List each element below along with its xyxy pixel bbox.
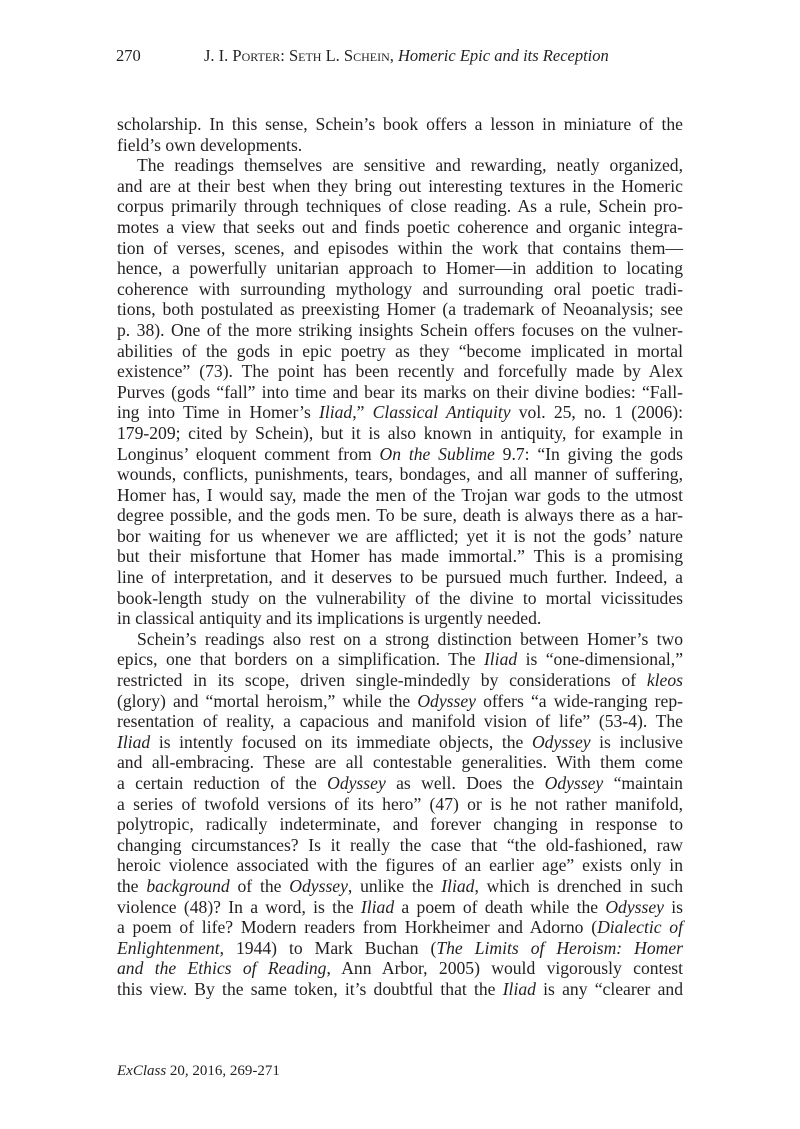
text-run: hence, a powerfully unitarian approach to Homer—in addition to locating [117, 258, 683, 279]
text-run: ing into Time in Homer’s [117, 402, 319, 423]
text-line [117, 794, 683, 815]
text-run: line of interpretation, and it deserves to be pursued much further. Indeed, a [117, 567, 683, 588]
italic-text: Iliad [117, 731, 151, 752]
text-run: epics, one that borders on a simplification. The [117, 649, 484, 670]
text-line [117, 814, 683, 835]
book-title: Homeric Epic and its Reception [397, 46, 609, 65]
text-run: Schein’s readings also rest on a strong distinction between Homer’s two [137, 628, 683, 649]
italic-text: Dialectic of [597, 917, 683, 938]
text-run: and all-embracing. These are all contestable generalities. With them come [117, 752, 683, 773]
text-run: existence” (73). The point has been recently and forcefully made by Alex [117, 361, 683, 382]
footer-citation [117, 1062, 280, 1080]
page-number: 270 [116, 46, 141, 65]
header-comma: , [389, 46, 398, 65]
text-run: a poem of death while the [394, 896, 606, 917]
text-run: Longinus’ eloquent comment from [117, 443, 380, 464]
text-run: (glory) and “mortal heroism,” while the [117, 690, 418, 711]
text-run: a series of twofold versions of its hero” (47) or is he not rather manifold, [117, 793, 683, 814]
text-run: offers “a wide-ranging rep- [475, 690, 683, 711]
text-line [117, 299, 683, 320]
text-run: , Ann Arbor, 2005) would vigorously contest [326, 958, 683, 979]
text-run: field’s own developments. [117, 134, 303, 155]
text-run: ,” [352, 402, 373, 423]
text-run: vol. 25, no. 1 (2006): [510, 402, 684, 423]
text-line [117, 279, 683, 300]
text-run: is inclusive [590, 731, 683, 752]
text-line [117, 917, 683, 938]
text-run: , unlike the [347, 875, 442, 896]
text-line [117, 196, 683, 217]
text-run: tion of verses, scenes, and episodes within the work that contains them— [117, 237, 683, 258]
text-line [117, 135, 683, 156]
text-line [117, 938, 683, 959]
text-line [117, 732, 683, 753]
text-run: degree possible, and the gods men. To be sure, death is always there as a har- [117, 505, 683, 526]
text-run: corpus primarily through techniques of close reading. As a rule, Schein pro- [117, 196, 683, 217]
text-line [117, 402, 683, 423]
text-line [117, 341, 683, 362]
text-line [117, 670, 683, 691]
italic-text: Odyssey [544, 773, 604, 793]
text-line [117, 505, 683, 526]
text-line [117, 629, 683, 650]
italic-text: Iliad [502, 978, 536, 999]
text-line [117, 588, 683, 609]
text-line [117, 773, 683, 794]
text-run: as well. Does the [385, 773, 545, 793]
running-title [204, 46, 609, 66]
italic-text: Odyssey [327, 773, 386, 793]
text-run: the [117, 875, 147, 896]
text-line [117, 711, 683, 732]
text-line [117, 567, 683, 588]
text-run: bor waiting for us whenever we are afflicted; yet it is not the gods’ nature [117, 525, 683, 546]
text-line [117, 217, 683, 238]
journal-citation: 20, 2016, 269-271 [166, 1063, 280, 1079]
text-run: is [663, 896, 683, 917]
italic-text: Classical Antiquity [372, 402, 511, 423]
text-line [117, 649, 683, 670]
italic-text: and the Ethics of Reading [117, 958, 327, 979]
text-run: Purves (gods “fall” into time and bear its marks on their divine bodies: “Fall- [117, 381, 683, 402]
text-run: of the [229, 875, 290, 896]
italic-text: kleos [646, 670, 683, 691]
italic-text: Enlightenment [117, 937, 220, 958]
text-line [117, 897, 683, 918]
text-line [117, 608, 683, 629]
italic-text: Odyssey [417, 690, 476, 711]
text-run: a certain reduction of the [117, 773, 328, 793]
header-separator: : [280, 46, 289, 65]
text-line [117, 485, 683, 506]
text-run: abilities of the gods in epic poetry as they “become implicated in mortal [117, 340, 683, 361]
text-run: scholarship. In this sense, Schein’s book offers a lesson in miniature of the [117, 114, 683, 134]
italic-text: background [146, 875, 230, 896]
italic-text: The Limits of Heroism: Homer [436, 937, 683, 958]
text-run: 179-209; cited by Schein), but it is also known in antiquity, for example in [117, 422, 683, 443]
text-run: violence (48)? In a word, is the [117, 896, 361, 917]
italic-text: Odyssey [289, 875, 348, 896]
text-run: , which is drenched in such [474, 875, 683, 896]
text-line [117, 958, 683, 979]
text-run: heroic violence associated with the figures of an earlier age” exists only in [117, 855, 683, 876]
text-run: but their misfortune that Homer has made immortal.” This is a promising [117, 546, 683, 567]
text-run: in classical antiquity and its implications is urgently needed. [117, 608, 542, 629]
text-run: and are at their best when they bring out interesting textures in the Homeric [117, 175, 683, 196]
text-line [117, 979, 683, 1000]
text-run: p. 38). One of the more striking insights Schein offers focuses on the vulner- [117, 319, 683, 340]
reviewed-author-name: Seth L. Schein [288, 46, 390, 65]
text-run: is any “clearer and [535, 978, 683, 999]
text-run: tions, both postulated as preexisting Homer (a trademark of Neoanalysis; see [117, 299, 683, 320]
text-run: book-length study on the vulnerability of the divine to mortal vicissitudes [117, 587, 683, 608]
italic-text: Iliad [483, 649, 518, 670]
text-line [117, 320, 683, 341]
journal-name: ExClass [117, 1063, 167, 1079]
italic-text: Iliad [319, 402, 353, 423]
text-line [117, 361, 683, 382]
body-text [117, 114, 683, 1000]
text-line [117, 835, 683, 856]
text-run: resentation of reality, a capacious and manifold vision of life” (53-4). The [117, 711, 683, 732]
text-run: 9.7: “In giving the gods [494, 443, 683, 464]
text-run: wounds, conflicts, punishments, tears, bondages, and all manner of suffering, [117, 464, 683, 485]
text-line [117, 176, 683, 197]
text-line [117, 258, 683, 279]
text-line [117, 691, 683, 712]
text-run: is “one-dimensional,” [517, 649, 684, 670]
text-run: changing circumstances? Is it really the case that “the old-fashioned, raw [117, 834, 683, 855]
text-line [117, 444, 683, 465]
text-run: , 1944) to Mark Buchan ( [219, 937, 437, 958]
text-run: restricted in its scope, driven single-mindedly by considerations of [117, 670, 647, 691]
text-line [117, 423, 683, 444]
italic-text: On the Sublime [379, 443, 495, 464]
text-run: motes a view that seeks out and finds poetic coherence and organic integra- [117, 216, 683, 237]
italic-text: Odyssey [531, 731, 591, 752]
text-line [117, 464, 683, 485]
text-line [117, 752, 683, 773]
italic-text: Iliad [441, 875, 475, 896]
text-run: coherence with surrounding mythology and surrounding oral poetic tradi- [117, 278, 683, 299]
text-run: polytropic, radically indeterminate, and forever changing in response to [117, 814, 683, 835]
text-line [117, 114, 683, 135]
text-run: is intently focused on its immediate objects, the [150, 731, 532, 752]
text-line [117, 526, 683, 547]
text-line [117, 238, 683, 259]
italic-text: Odyssey [605, 896, 664, 917]
text-line [117, 546, 683, 567]
italic-text: Iliad [360, 896, 395, 917]
text-run: Homer has, I would say, made the men of the Trojan war gods to the utmost [117, 484, 683, 505]
text-run: “maintain [603, 773, 683, 793]
text-line [117, 876, 683, 897]
text-run: a poem of life? Modern readers from Horkheimer and Adorno ( [117, 917, 598, 938]
text-line [117, 382, 683, 403]
reviewer-name: J. I. Porter [204, 46, 281, 65]
text-run: this view. By the same token, it’s doubtful that the [117, 978, 503, 999]
text-line [117, 855, 683, 876]
text-line [117, 155, 683, 176]
text-run: The readings themselves are sensitive and rewarding, neatly organized, [137, 155, 683, 176]
